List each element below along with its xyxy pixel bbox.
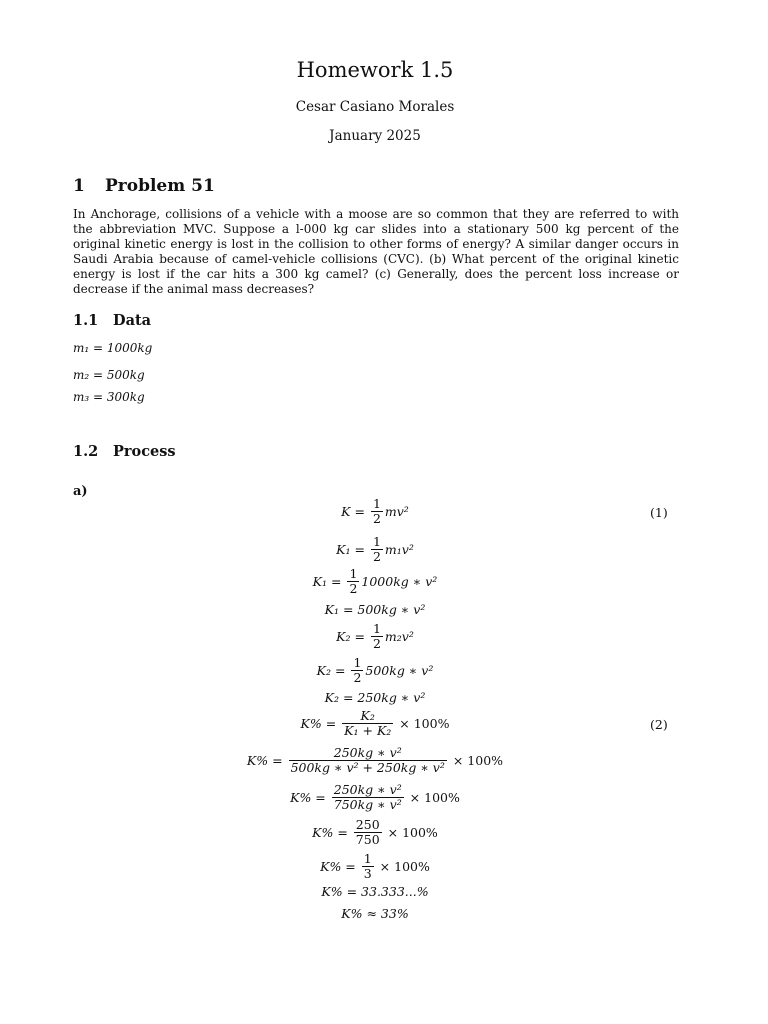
- equation: K% ≈ 33%: [341, 906, 409, 921]
- problem-statement: In Anchorage, collisions of a vehicle with a moose are so common that they are referred to with the abbreviation MVC. Suppose a l-000 kg car slides into a stationary 500 kg percent of the original kinetic energy is lost in the collision to other forms of energy? A similar danger occurs in Saudi Arabia because of camel-vehicle collisions (CVC). (b) What percent of the original kinetic energy is lost if the car hits a 300 kg camel? (c) Generally, does the percent loss increase or decrease if the animal mass decreases?: [73, 207, 679, 296]
- section-title: Problem 51: [105, 176, 215, 196]
- subsection-number: 1.1: [73, 312, 99, 329]
- equation: K% = $\frac{\text{250kg ∗ v²}}{\text{500kg ∗ v² + 250kg ∗ v²}}$ × 100%: [246, 745, 504, 775]
- part-label: a): [73, 484, 88, 499]
- subsection-heading-process: [73, 443, 176, 460]
- document-author: Cesar Casiano Morales: [295, 99, 455, 115]
- equation-number: (1): [650, 505, 668, 520]
- section-number: 1: [73, 176, 85, 196]
- equation-number: (2): [650, 717, 668, 732]
- document-date: January 2025: [329, 128, 421, 144]
- equation: K₁ = $\frac{1}{2}$ 1000kg ∗ v²: [312, 566, 438, 596]
- equation: K₂ = $\frac{1}{2}$ 500kg ∗ v²: [316, 655, 434, 685]
- data-item: m₂ = 500kg: [73, 368, 145, 382]
- equation: K% = $\frac{1}{3}$ × 100%: [320, 851, 430, 881]
- equation: K% = $\frac{\text{250kg ∗ v²}}{\text{750kg ∗ v²}}$ × 100%: [290, 782, 460, 812]
- equation: K₂ = 250kg ∗ v²: [324, 690, 426, 705]
- subsection-heading-data: [73, 312, 151, 329]
- equation: K% = 33.333...%: [321, 884, 429, 899]
- equation: K% = $\frac{\text{K₂}}{\text{K₁ + K₂}}$ × 100%: [300, 708, 450, 738]
- equation: K₂ = $\frac{1}{2}$ m₂v²: [336, 621, 414, 651]
- data-item: m₁ = 1000kg: [73, 341, 153, 355]
- equation: K = $\frac{1}{2}$ mv²: [341, 496, 409, 526]
- subsection-title: Process: [113, 443, 176, 460]
- equation: K₁ = $\frac{1}{2}$ m₁v²: [336, 534, 414, 564]
- equation: K₁ = 500kg ∗ v²: [324, 602, 426, 617]
- document-title: Homework 1.5: [296, 58, 454, 82]
- equation: K% = $\frac{250}{750}$ × 100%: [312, 817, 438, 847]
- subsection-number: 1.2: [73, 443, 99, 460]
- data-item: m₃ = 300kg: [73, 390, 145, 404]
- section-heading: [73, 176, 215, 196]
- subsection-title: Data: [113, 312, 152, 329]
